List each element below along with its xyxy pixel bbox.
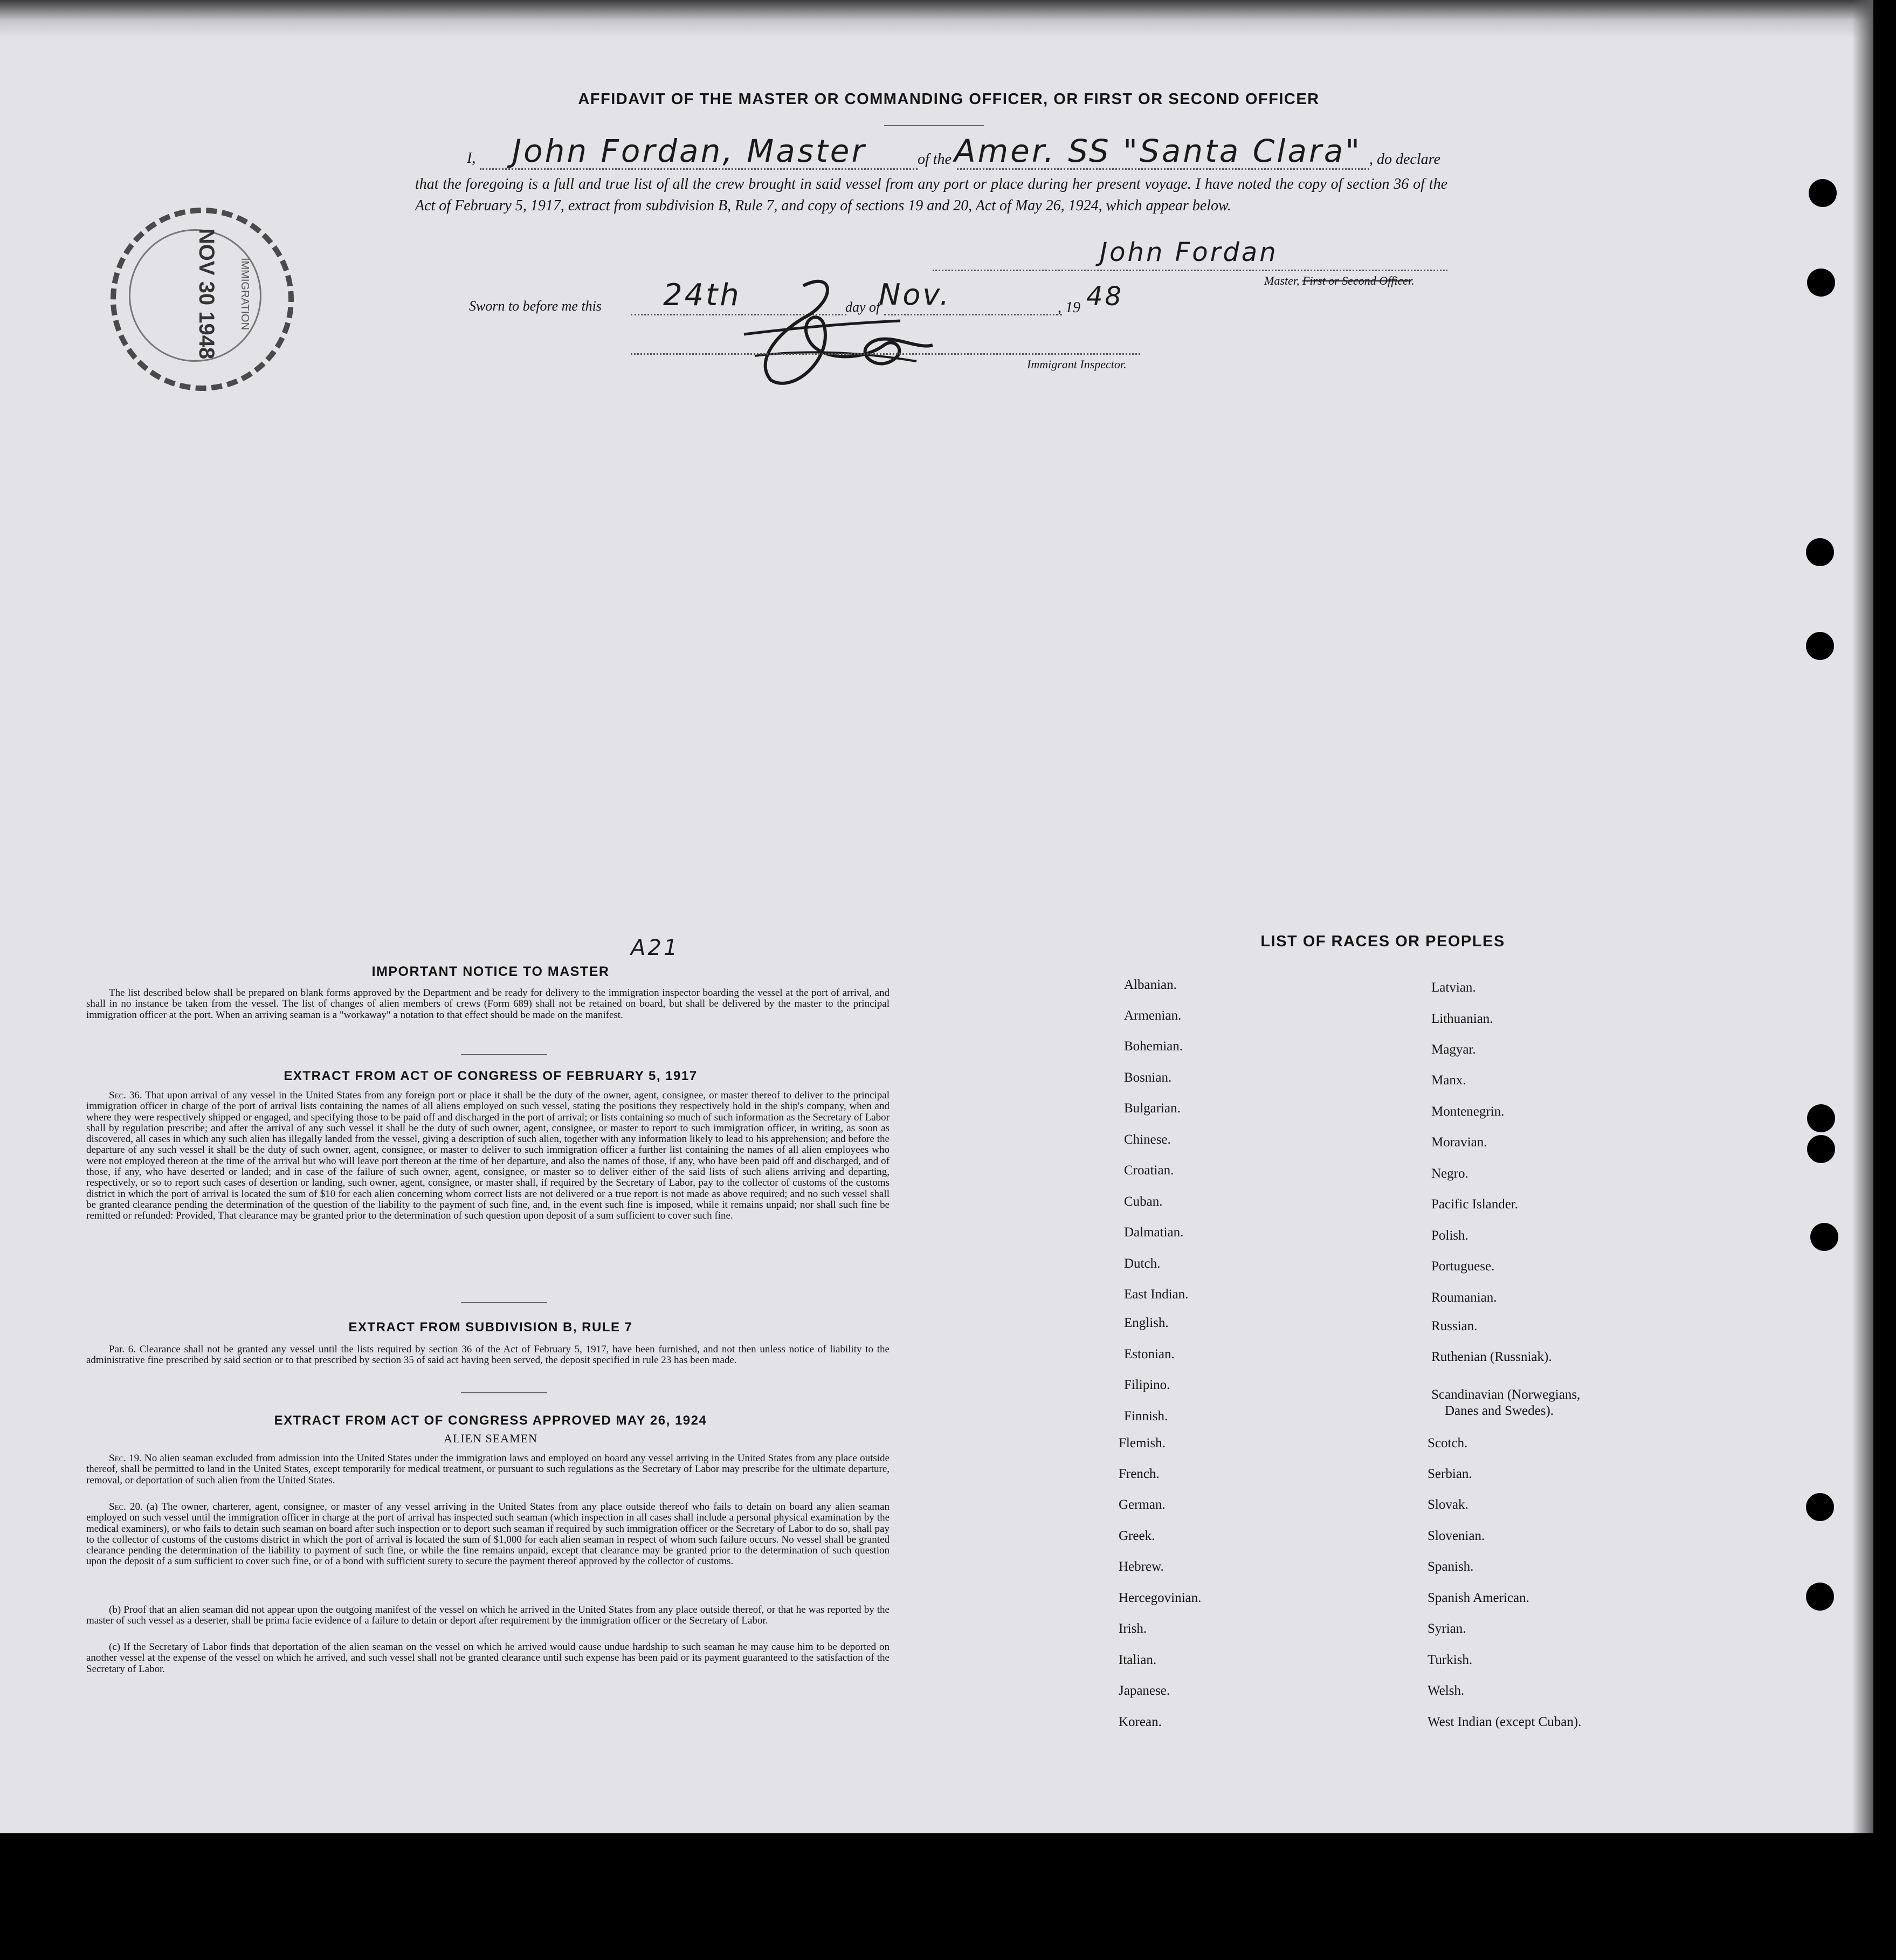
affidavit-body [415, 174, 1447, 217]
extract1-body [86, 1090, 890, 1222]
race-item: Bulgarian. [1124, 1101, 1181, 1116]
day-handwriting: 24th [663, 278, 741, 313]
race-item: East Indian. [1124, 1287, 1189, 1302]
signature-line [933, 270, 1447, 271]
race-item: Albanian. [1124, 978, 1177, 992]
race-item: Hercegovinian. [1119, 1591, 1202, 1605]
races-title: LIST OF RACES OR PEOPLES [1260, 933, 1505, 950]
extract2-divider [461, 1392, 547, 1393]
race-item: Greek. [1119, 1529, 1155, 1543]
notice-title: IMPORTANT NOTICE TO MASTER [371, 964, 610, 979]
sworn-label: Sworn to before me this [469, 298, 602, 314]
race-item: Montenegrin. [1431, 1104, 1505, 1119]
race-item: Polish. [1431, 1228, 1468, 1243]
race-item: Armenian. [1124, 1008, 1182, 1023]
vessel-handwriting: Amer. SS "Santa Clara" [954, 133, 1362, 169]
race-item: Turkish. [1428, 1653, 1473, 1667]
month-handwriting: Nov. [879, 278, 952, 312]
sec20-label: Sec. 20. [109, 1501, 143, 1512]
master-signature: John Fordan [1100, 237, 1278, 267]
year-prefix: , 19 [1058, 299, 1080, 316]
scan-right-shadow [1852, 0, 1873, 1833]
extract2-text: Par. 6. Clearance shall not be granted any vessel until the lists required by section 36 of the Act of February 5, 1917, have been furnished, and not then unless notice of liability to the administrative fine prescribed by said section or to that prescribed by section 35 of said act having been served, the deposit specified in rule 23 has been made. [86, 1344, 890, 1366]
race-item: Pacific Islander. [1431, 1197, 1519, 1212]
notice-divider [461, 1054, 547, 1055]
race-item-continuation: Danes and Swedes). [1445, 1404, 1554, 1418]
race-item: Magyar. [1431, 1042, 1476, 1057]
date-stamp [111, 208, 283, 380]
extract3-subtitle: ALIEN SEAMEN [444, 1432, 537, 1445]
race-item: Latvian. [1431, 980, 1476, 995]
race-item: Dalmatian. [1124, 1225, 1184, 1240]
extract1-title: EXTRACT FROM ACT OF CONGRESS OF FEBRUARY 5, 1917 [284, 1069, 698, 1083]
punch-hole [1806, 632, 1834, 660]
punch-hole [1809, 179, 1837, 207]
master-caption: Master, First or Second Officer. [1264, 274, 1415, 287]
race-item: Moravian. [1431, 1135, 1487, 1150]
affidavit-title: AFFIDAVIT OF THE MASTER OR COMMANDING OFFICER, OR FIRST OR SECOND OFFICER [578, 91, 1320, 108]
race-item: English. [1124, 1316, 1169, 1330]
date-stamp-date: NOV 30 1948 [195, 228, 218, 360]
of-the-label: of the [918, 151, 952, 168]
race-item: Slovenian. [1428, 1529, 1485, 1543]
scan-top-shadow [0, 0, 1873, 38]
sec19-text: No alien seaman excluded from admission into the United States under the immigration laws and employed on board any vessel arriving in the United States from any place outside thereof, shall be permitted to land in the United States, except temporarily for medical treatment, or pursuant to such regulations as the Secretary of Labor may prescribe for the ultimate departure, removal, or deportation of such alien from the United States. [86, 1453, 890, 1486]
punch-hole [1806, 538, 1834, 566]
race-item: Chinese. [1124, 1132, 1171, 1147]
sec19-body [86, 1453, 890, 1486]
sec20c-text: (c) If the Secretary of Labor finds that deportation of the alien seaman on the vessel on which he arrived would cause undue hardship to such seaman he may cause him to be deported on another vessel at the expense of the vessel on which he arrived, and such vessel shall not be granted clearance until such expense has been paid or its payment guaranteed to the satisfaction of the Secretary of Labor. [86, 1641, 890, 1675]
inspector-signature [722, 270, 938, 394]
punch-hole [1806, 1493, 1834, 1521]
extract3-title: EXTRACT FROM ACT OF CONGRESS APPROVED MAY 26, 1924 [274, 1413, 707, 1428]
race-item: West Indian (except Cuban). [1428, 1715, 1582, 1729]
race-item: Slovak. [1428, 1497, 1468, 1512]
extract2-title: EXTRACT FROM SUBDIVISION B, RULE 7 [348, 1320, 633, 1335]
do-declare-label: , do declare [1369, 151, 1440, 168]
race-item: Flemish. [1119, 1436, 1166, 1450]
race-item: Russian. [1431, 1319, 1478, 1333]
race-item: Welsh. [1428, 1683, 1465, 1698]
day-of-label: day of [845, 299, 880, 315]
inspector-line [631, 353, 1140, 355]
race-item: Manx. [1431, 1073, 1466, 1088]
punch-hole [1807, 1135, 1835, 1163]
race-item: Bosnian. [1124, 1070, 1172, 1085]
sec20a-body [86, 1502, 890, 1567]
race-item: Spanish. [1428, 1559, 1474, 1574]
punch-hole [1807, 1104, 1835, 1132]
inspector-caption: Immigrant Inspector. [1027, 357, 1127, 371]
race-item: Spanish American. [1428, 1591, 1529, 1605]
race-item: Syrian. [1428, 1621, 1466, 1636]
date-stamp-org: IMMIGRATION [239, 257, 251, 331]
race-item: Scotch. [1428, 1436, 1468, 1450]
race-item: Korean. [1119, 1715, 1162, 1729]
race-item: Scandinavian (Norwegians, [1431, 1387, 1581, 1402]
race-item: Cuban. [1124, 1194, 1163, 1209]
sec20a-text: (a) The owner, charterer, agent, consignee, or master of any vessel arriving in the United States from any place outside thereof who fails to detain on board any alien seaman employed on such vessel until the immigration officer in charge at the port of arrival has inspected such seaman (which inspection in all cases shall include a personal physical examination by the medical examiners), or who fails to detain such seaman on board after such inspection or to deport such seaman if required by such immigration officer or the Secretary of Labor to do so, shall pay to the collector of customs of the customs district in which the port of arrival is located the sum of $1,000 for each alien seaman in respect of whom such failure occurs. No vessel shall be granted clearance pending the determination of the liability to payment of such fine, or while the fine remains unpaid, except that clearance may be granted prior to the determination of such question upon the deposit of a sum sufficient to cover such fine, or of a bond with sufficient surety to secure the payment thereof approved by the collector of customs. [86, 1501, 890, 1567]
extract1-section-label: Sec. 36. [109, 1090, 142, 1101]
extract1-text: That upon arrival of any vessel in the United States from any foreign port or place it shall be the duty of the owner, agent, consignee, or master thereof to deliver to the principal immigration officer in charge of the port of arrival lists containing the names of all aliens employed on such vessel, stating the positions they respectively hold in the ship's company, when and where they were respectively shipped or engaged, and specifying those to be paid off and discharged in the port of arrival; or lists containing so much of such information as the Secretary of Labor shall by regulation prescribe; and after the arrival of any such vessel it shall be the duty of such owner, agent, consignee, or master to report to such immigration officer, in writing, as soon as discovered, all cases in which any such alien has illegally landed from the vessel, giving a description of such alien, together with any information likely to lead to his apprehension; and before the departure of any such vessel it shall be the duty of such owner, agent, consignee, or master to deliver to such immigration officer a further list containing the names of all alien employees who were not employed thereon at the time of the arrival but who will leave port thereon at the time of her departure, and also the names of those, if any, who have been paid off and discharged, and of those, if any, who have deserted or landed; and in case of the failure of such owner, agent, consignee, or master so to deliver either of the said lists of such aliens arriving and departing, respectively, or so to report such cases of desertion or landing, such owner, agent, consignee, or master shall, if required by the Secretary of Labor, pay to the collector of customs of the customs district in which the port of arrival is located the sum of $10 for each alien concerning whom correct lists are not delivered or a true report is not made as above required; and no such vessel shall be granted clearance pending the determination of the question of the liability to the payment of such fine, and, in the event such fine is imposed, while it remains unpaid; nor shall such fine be remitted or refunded: Provided, That clearance may be granted prior to the determination of such question upon deposit of a sum sufficient to cover such fine. [86, 1090, 890, 1222]
extract1-divider [461, 1302, 547, 1303]
race-item: Hebrew. [1119, 1559, 1164, 1574]
notice-text: The list described below shall be prepared on blank forms approved by the Department and be ready for delivery to the immigration inspector boarding the vessel at the port of arrival, and shall in no instance be taken from the vessel. The list of changes of alien members of crews (Form 689) shall not be retained on board, but shall be delivered by the master to the principal immigration officer at the port. When an arriving seaman is a "workaway" a notation to that effect should be made on the manifest. [86, 987, 890, 1021]
sec20b-text: (b) Proof that an alien seaman did not appear upon the outgoing manifest of the vessel on which he arrived in the United States from any place outside thereof, or that he was reported by the master of such vessel as a deserter, shall be prima facie evidence of a failure to detain or deport after requirement by the immigration officer or the Secretary of Labor. [86, 1604, 890, 1627]
race-item: Serbian. [1428, 1467, 1472, 1481]
affidavit-i-label: I, [467, 150, 476, 167]
year-handwriting: 48 [1086, 281, 1124, 312]
race-item: Estonian. [1124, 1347, 1175, 1361]
title-divider [884, 125, 984, 126]
race-item: Negro. [1431, 1166, 1468, 1181]
corner-mark-handwriting: A21 [631, 936, 680, 960]
punch-hole [1807, 269, 1835, 297]
sec19-label: Sec. 19. [109, 1453, 142, 1464]
struck-officer-caption: First or Second Officer [1302, 274, 1412, 287]
race-item: Japanese. [1119, 1683, 1170, 1698]
race-item: Ruthenian (Russniak). [1431, 1350, 1552, 1364]
race-item: French. [1119, 1467, 1160, 1481]
punch-hole [1806, 1583, 1834, 1611]
race-item: Finnish. [1124, 1409, 1168, 1423]
punch-hole [1810, 1223, 1838, 1251]
race-item: Italian. [1119, 1653, 1157, 1667]
master-name-handwriting: John Fordan, Master [512, 133, 867, 169]
race-item: Dutch. [1124, 1256, 1161, 1271]
race-item: Bohemian. [1124, 1039, 1183, 1054]
race-item: Filipino. [1124, 1378, 1170, 1392]
race-item: Portuguese. [1431, 1259, 1495, 1274]
race-item: Lithuanian. [1431, 1012, 1493, 1026]
race-item: Croatian. [1124, 1163, 1174, 1178]
master-caption-text: Master, [1264, 274, 1300, 287]
race-item: Irish. [1119, 1621, 1147, 1636]
race-item: Roumanian. [1431, 1290, 1497, 1305]
race-item: German. [1119, 1497, 1166, 1512]
affidavit-body-text: that the foregoing is a full and true list of all the crew brought in said vessel from any port or place during her present voyage. I have noted the copy of section 36 of the Act of February 5, 1917, extract from subdivision B, Rule 7, and copy of sections 19 and 20, Act of May 26, 1924, which appear below. [415, 176, 1447, 214]
